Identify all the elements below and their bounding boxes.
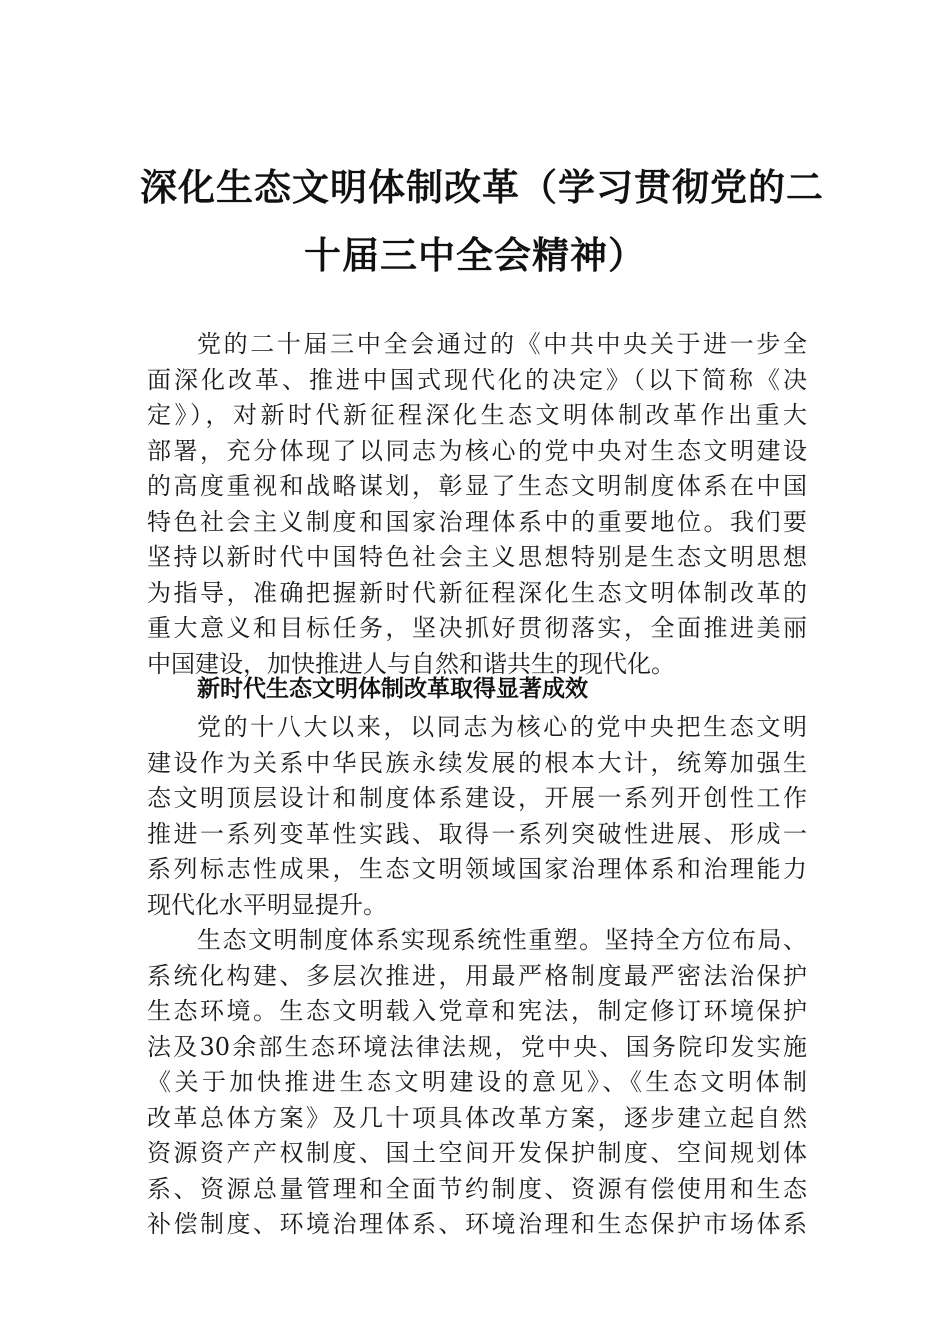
- paragraph-line: 定》），对新时代新征程深化生态文明体制改革作出重大: [147, 401, 807, 429]
- paragraph-line: 部署，充分体现了以同志为核心的党中央对生态文明建设: [147, 436, 807, 465]
- paragraph-line: 党的二十届三中全会通过的《中共中央关于进一步全: [197, 330, 807, 358]
- paragraph-line: 改革总体方案》及几十项具体改革方案，逐步建立起自然: [147, 1103, 807, 1132]
- paragraph-line: 的高度重视和战略谋划，彰显了生态文明制度体系在中国: [147, 472, 807, 500]
- paragraph-line: 党的十八大以来，以同志为核心的党中央把生态文明: [197, 713, 807, 741]
- paragraph-line: 现代化水平明显提升。: [147, 890, 387, 919]
- paragraph-line: 推进一系列变革性实践、取得一系列突破性进展、形成一: [147, 819, 807, 848]
- paragraph-line: 特色社会主义制度和国家治理体系中的重要地位。我们要: [147, 507, 807, 536]
- document-title-line-1: 深化生态文明体制改革（学习贯彻党的二: [140, 165, 824, 209]
- intro-paragraph: [147, 327, 807, 682]
- paragraph-line: 系、资源总量管理和全面节约制度、资源有偿使用和生态: [147, 1174, 807, 1203]
- paragraph-line: 法及30余部生态环境法律法规，党中央、国务院印发实施: [147, 1032, 807, 1061]
- section-heading: 新时代生态文明体制改革取得显著成效: [197, 676, 588, 702]
- paragraph-line: 重大意义和目标任务，坚决抓好贯彻落实，全面推进美丽: [147, 614, 807, 642]
- paragraph-line: 系列标志性成果，生态文明领域国家治理体系和治理能力: [147, 855, 807, 883]
- paragraph-line: 补偿制度、环境治理体系、环境治理和生态保护市场体系: [147, 1210, 807, 1238]
- paragraph-line: 《关于加快推进生态文明建设的意见》、《生态文明体制: [147, 1068, 807, 1096]
- achievements-paragraph: [147, 710, 807, 923]
- institutional-system-paragraph: [147, 923, 807, 1243]
- paragraph-line: 系统化构建、多层次推进，用最严格制度最严密法治保护: [147, 961, 807, 990]
- paragraph-line: 态文明顶层设计和制度体系建设，开展一系列开创性工作: [147, 784, 807, 812]
- paragraph-line: 中国建设，加快推进人与自然和谐共生的现代化。: [147, 649, 675, 678]
- paragraph-line: 建设作为关系中华民族永续发展的根本大计，统筹加强生: [147, 748, 807, 777]
- paragraph-line: 坚持以新时代中国特色社会主义思想特别是生态文明思想: [147, 543, 807, 571]
- paragraph-line: 生态文明制度体系实现系统性重塑。坚持全方位布局、: [197, 926, 807, 954]
- document-title-line-2: 十届三中全会精神）: [304, 233, 646, 277]
- paragraph-line: 为指导，准确把握新时代新征程深化生态文明体制改革的: [147, 578, 807, 607]
- paragraph-line: 生态环境。生态文明载入党章和宪法，制定修订环境保护: [147, 997, 807, 1025]
- paragraph-line: 资源资产产权制度、国土空间开发保护制度、空间规划体: [147, 1139, 807, 1167]
- paragraph-line: 面深化改革、推进中国式现代化的决定》（以下简称《决: [147, 365, 807, 394]
